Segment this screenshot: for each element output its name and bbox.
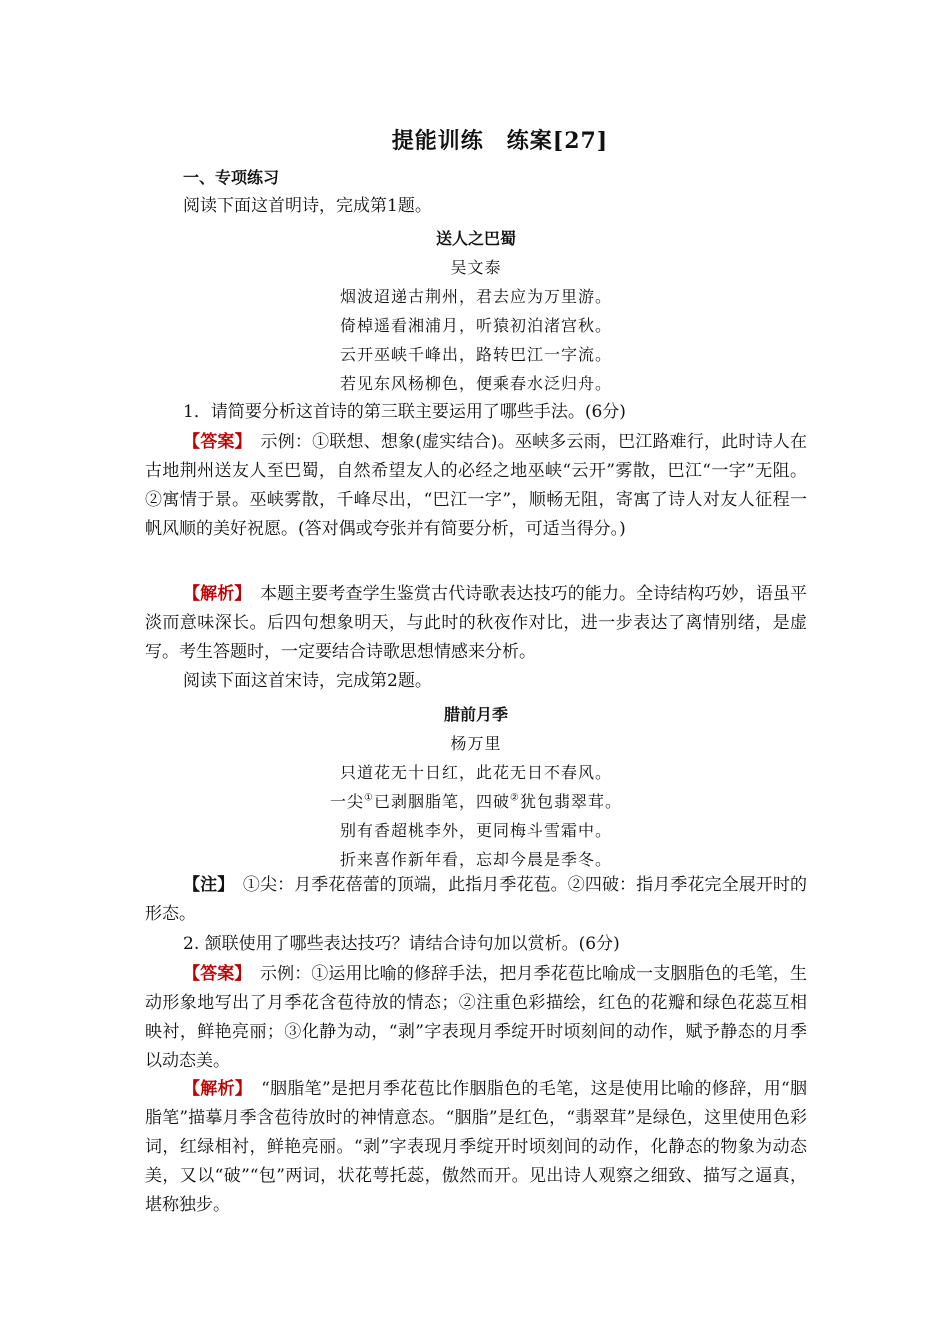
poem1-line-2: 倚棹遥看湘浦月，听猿初泊渚宫秋。 <box>339 316 612 335</box>
analysis-text: 本题主要考查学生鉴赏古代诗歌表达技巧的能力。全诗结构巧妙，语虽平淡而意味深长。后四句想象明天，与此时的秋夜作对比，进一步表达了离情别绪，是虚写。考生答题时，一定要结合诗歌思想情感来分析。 <box>145 584 808 662</box>
answer-1 <box>145 428 807 544</box>
answer-tag: 【答案】 <box>183 432 244 452</box>
answer-tag: 【答案】 <box>183 964 243 984</box>
answer-2 <box>145 960 807 1076</box>
question-1: 1．请简要分析这首诗的第三联主要运用了哪些手法。(6分) <box>183 402 626 422</box>
poem2-line-2 <box>145 787 807 816</box>
note-tag: 【注】 <box>183 875 226 895</box>
question-2: 2. 颔联使用了哪些表达技巧？请结合诗句加以赏析。(6分) <box>183 934 620 954</box>
analysis-text: “胭脂笔”是把月季花苞比作胭脂色的毛笔，这是使用比喻的修辞，用“胭脂笔”描摹月季含苞待放时的神情意态。“胭脂”是红色，“翡翠茸”是绿色，这里使用色彩词，红绿相衬，鲜艳亮丽。“剥”字表现月季绽开时顷刻间的动作，化静态的物象为动态美，又以“破”“包”两词，状花萼托蕊，傲然而开。见出诗人观察之细致、描写之逼真，堪称独步。 <box>145 1079 808 1215</box>
answer-text: 示例：①运用比喻的修辞手法，把月季花苞比喻成一支胭脂色的毛笔，生动形象地写出了月季花含苞待放的情态；②注重色彩描绘，红色的花瓣和绿色花蕊互相映衬，鲜艳亮丽；③化静为动，“剥”字表现月季绽开时顷刻间的动作，赋予静态的月季以动态美。 <box>145 964 808 1071</box>
intro-2: 阅读下面这首宋诗，完成第2题。 <box>183 671 432 691</box>
poem1-author: 吴文泰 <box>450 258 502 277</box>
page-title: 提能训练 练案[27] <box>391 128 609 154</box>
poem2-line-2-part: 一尖 <box>330 792 365 811</box>
poem2-line-2-part: 已剥胭脂笔，四破 <box>373 792 510 811</box>
analysis-tag: 【解析】 <box>183 1079 244 1099</box>
poem2-line-4: 折来喜作新年看，忘却今晨是季冬。 <box>339 850 612 869</box>
poem2-line-2-part: 犹包翡翠茸。 <box>519 792 622 811</box>
poem1-line-1: 烟波迢递古荆州，君去应为万里游。 <box>339 287 612 306</box>
poem2-author: 杨万里 <box>450 734 502 753</box>
poem2-line-3: 别有香超桃李外，更同梅斗雪霜中。 <box>339 821 612 840</box>
note <box>145 871 807 929</box>
analysis-tag: 【解析】 <box>183 584 243 604</box>
footnote-marker: ① <box>364 792 374 804</box>
analysis-2 <box>145 1075 807 1220</box>
section-heading: 一、专项练习 <box>183 168 280 187</box>
poem2-title: 腊前月季 <box>443 705 508 724</box>
footnote-marker: ② <box>510 792 520 804</box>
analysis-1 <box>145 580 807 667</box>
poem1-line-4: 若见东风杨柳色，便乘春水泛归舟。 <box>339 374 612 393</box>
answer-text: 示例：①联想、想象(虚实结合)。巫峡多云雨，巴江路难行，此时诗人在古地荆州送友人至巴蜀，自然希望友人的必经之地巫峡“云开”雾散，巴江“一字”无阻。②寓情于景。巫峡雾散，千峰尽出，“巴江一字”，顺畅无阻，寄寓了诗人对友人征程一帆风顺的美好祝愿。(答对偶或夸张并有简要分析，可适当得分。) <box>145 432 808 539</box>
poem1-title: 送人之巴蜀 <box>435 229 516 248</box>
poem2-line-1: 只道花无十日红，此花无日不春风。 <box>339 763 612 782</box>
note-text: ①尖：月季花蓓蕾的顶端，此指月季花苞。②四破：指月季花完全展开时的形态。 <box>145 875 808 924</box>
intro-1: 阅读下面这首明诗，完成第1题。 <box>183 196 432 216</box>
poem1-line-3: 云开巫峡千峰出，路转巴江一字流。 <box>339 345 612 364</box>
